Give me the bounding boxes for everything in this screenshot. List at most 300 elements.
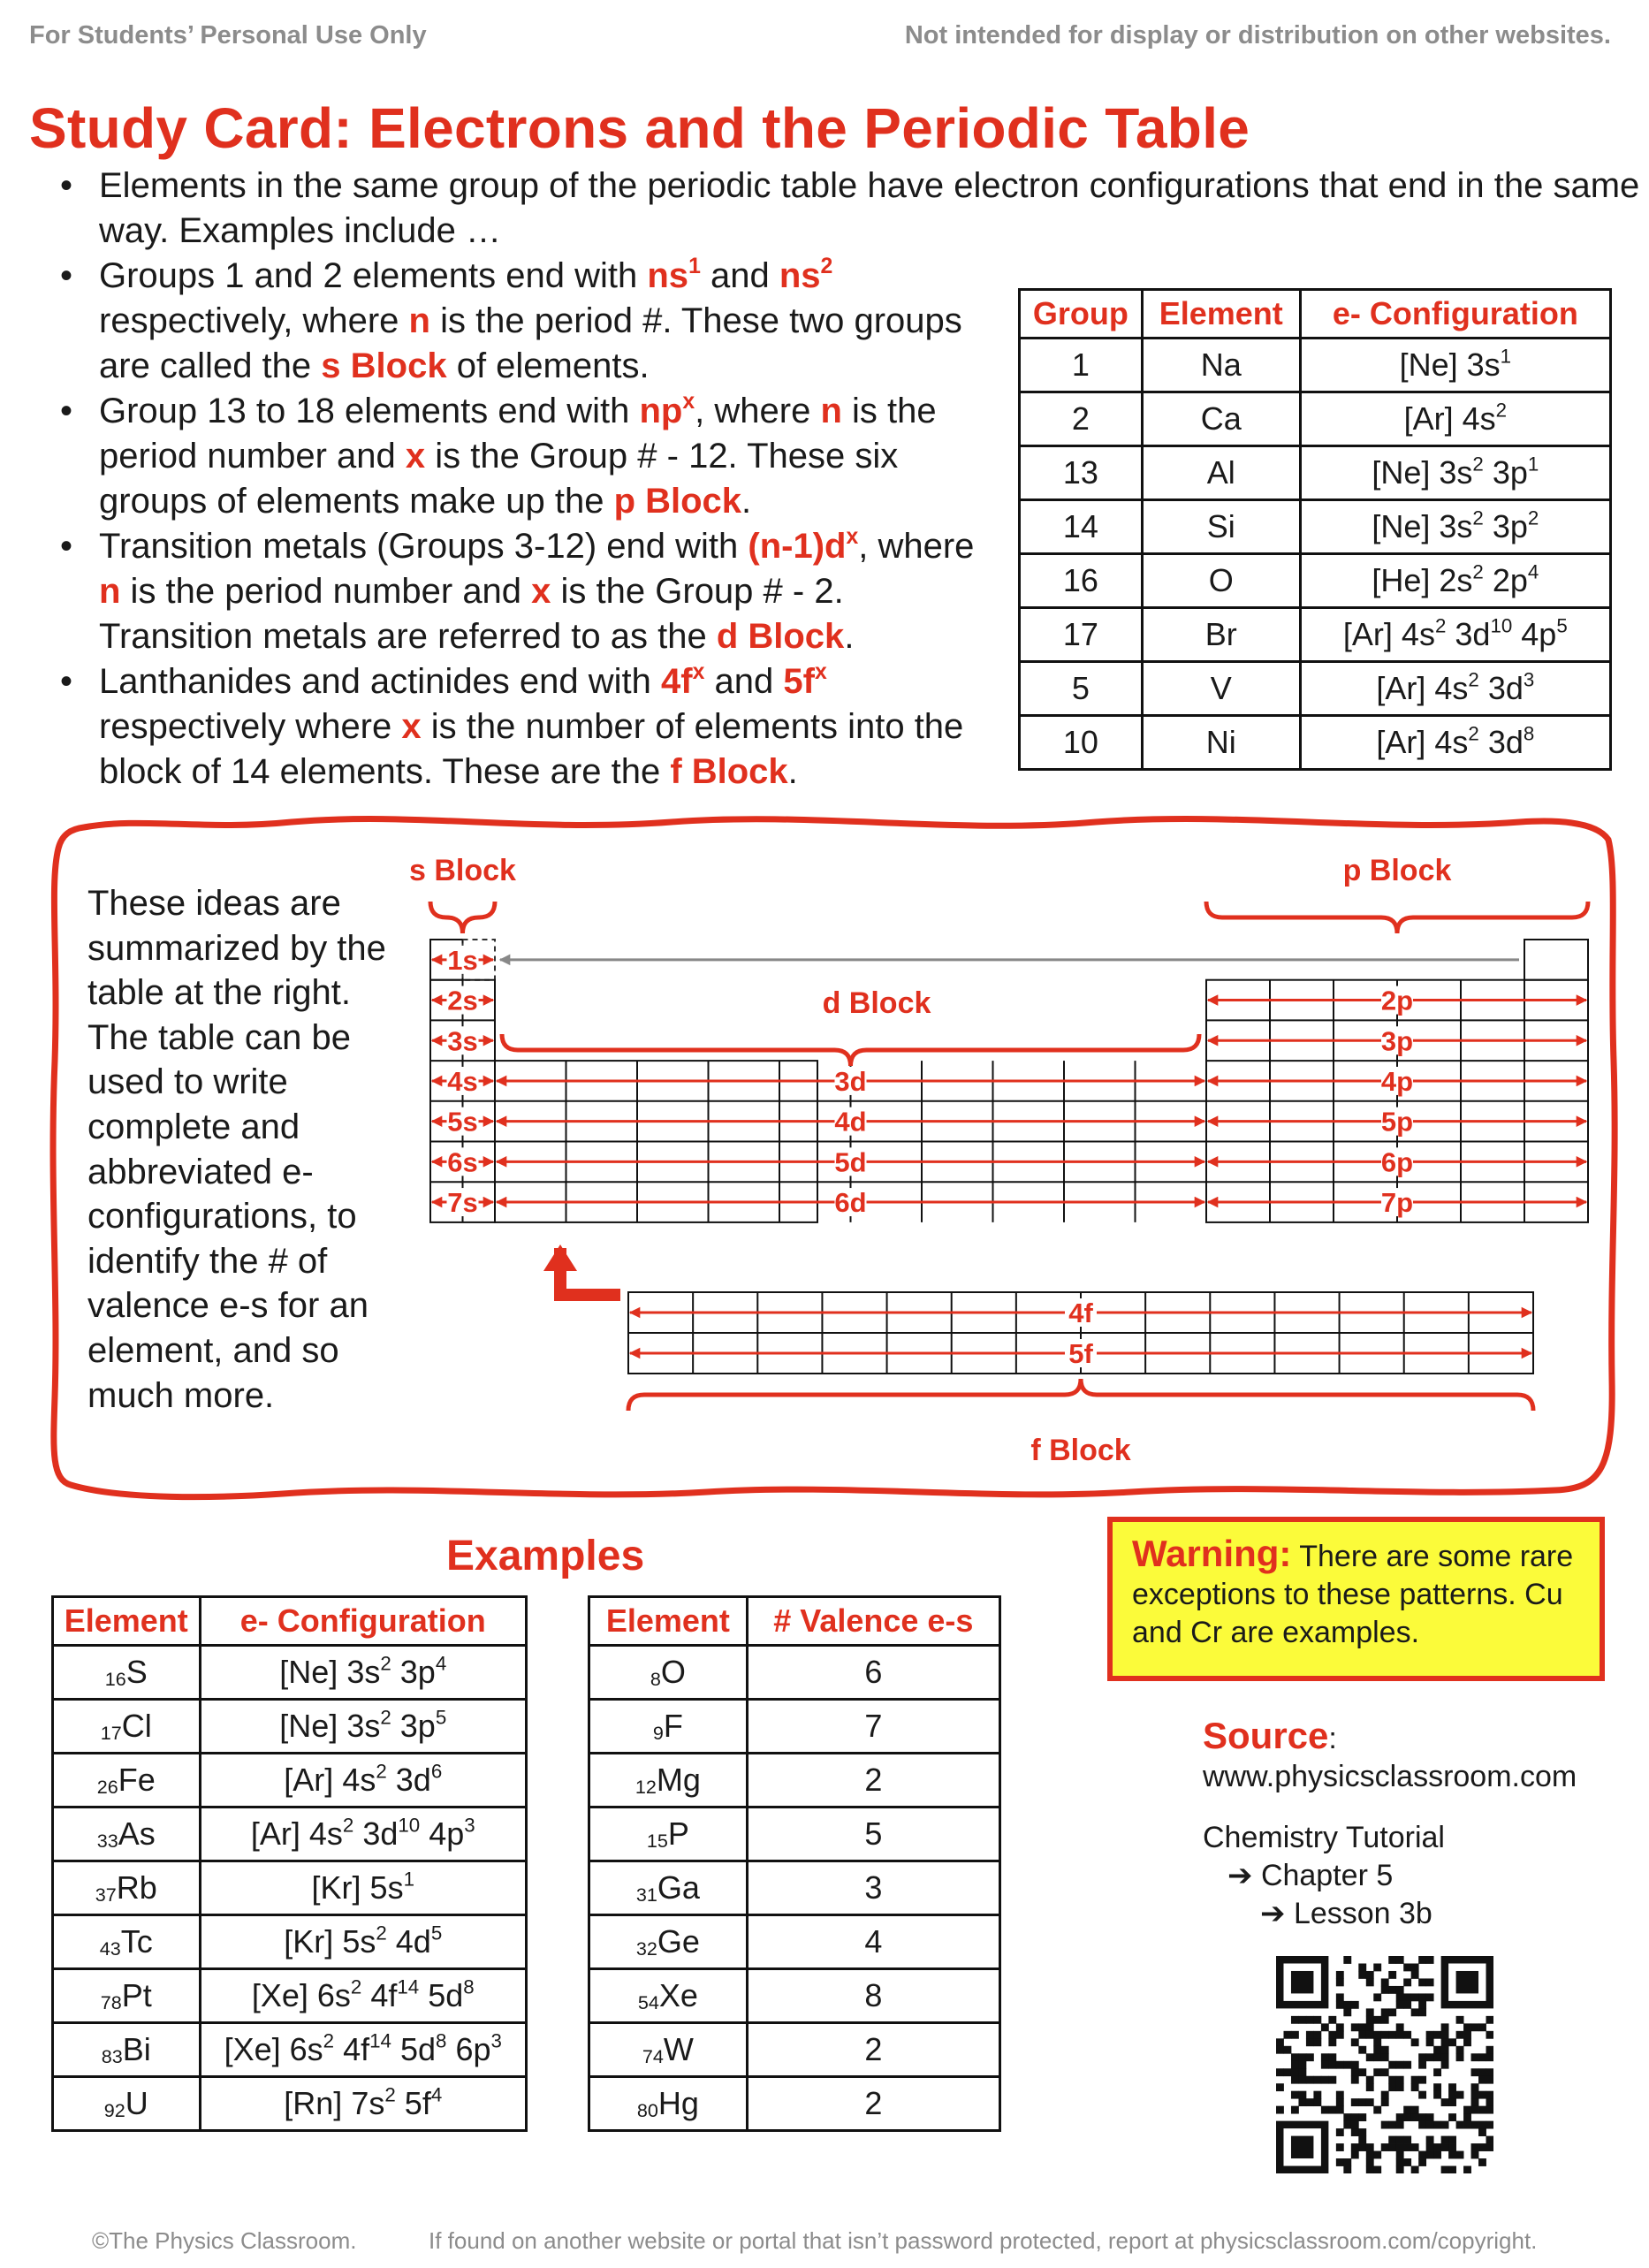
qr-module [1358,2098,1366,2106]
qr-module [1486,2098,1493,2106]
atomic-number: 78 [100,1991,122,2014]
qr-module [1441,2121,1449,2129]
f-block-return-arrow [560,1248,620,1295]
text: Lanthanides and actinides end with [99,662,662,701]
qr-module [1291,2061,1299,2069]
qr-module [1366,2023,1374,2031]
qr-module [1388,1986,1396,1994]
valence-cell: 6 [747,1646,999,1700]
column-header: Element [1142,290,1300,339]
qr-module [1343,2008,1351,2016]
table-row [589,1915,1000,1969]
qr-module [1448,2151,1456,2159]
qr-module [1486,2121,1493,2129]
text: np [639,392,683,430]
qr-module [1381,2143,1389,2151]
s-block-brace [430,902,495,933]
element-symbol: Ge [657,1922,700,1960]
element-cell [53,1808,201,1861]
config-cell [200,1861,526,1915]
warning-colon: : [1279,1533,1292,1574]
element-cell [53,2023,201,2077]
superscript: x [682,389,695,414]
electron-count: 2 [380,1652,391,1675]
orbital: 4d [395,1923,431,1960]
qr-module [1426,2053,1434,2061]
element-cell [53,1969,201,2023]
qr-module [1381,2091,1389,2099]
qr-module [1381,2046,1389,2054]
qr-module [1351,2128,1359,2136]
orbital: 2s [1439,562,1473,598]
electron-count: 14 [397,1975,420,1998]
electron-count: 1 [403,1868,414,1891]
qr-module [1463,2023,1471,2031]
table-row [53,1915,527,1969]
text: Groups 1 and 2 elements end with [99,256,648,295]
qr-module [1411,1971,1419,1979]
electron-count: 2 [350,1975,362,1998]
element-symbol: Bi [122,2030,151,2067]
qr-module [1366,2166,1374,2173]
qr-module [1336,2031,1344,2039]
electron-count: 6 [430,1760,443,1783]
highlight: n [820,392,842,430]
text: ns [779,256,821,295]
orbital: 6s [316,1977,351,2013]
element-cell [589,1969,748,2023]
qr-module [1403,2136,1411,2144]
qr-module [1388,2061,1396,2069]
qr-module [1276,2083,1284,2091]
qr-module [1321,2076,1329,2084]
qr-module [1463,2106,1471,2114]
qr-module [1418,2121,1426,2129]
qr-module [1366,2151,1374,2159]
row-1s-label: 1s [447,944,478,976]
text: is the period number and [120,572,532,611]
element-symbol: Cl [121,1707,152,1744]
qr-module [1403,2106,1411,2114]
qr-module [1471,2053,1479,2061]
atomic-number: 83 [101,2045,123,2068]
f-block-label: f Block [1030,1434,1131,1467]
qr-module [1403,2031,1411,2039]
qr-module [1426,2143,1434,2151]
valence-cell: 8 [747,1969,999,2023]
element-symbol: Hg [657,2084,699,2121]
qr-module [1478,2158,1486,2166]
electron-count: 2 [376,1922,387,1945]
electron-count: 5 [435,1706,447,1729]
tutorial-line3 [1203,1895,1445,1933]
qr-module [1426,2113,1434,2121]
qr-module [1463,2113,1471,2121]
qr-module [1373,2166,1381,2173]
config-core: [Kr] [311,1869,361,1906]
config-core: [Xe] [224,2031,281,2067]
element-symbol: Mg [656,1761,701,1798]
orbital: 4s [308,1815,343,1852]
qr-module [1418,2008,1426,2016]
qr-module [1351,2068,1359,2076]
orbital: 6p [455,2031,491,2067]
qr-module [1426,2136,1434,2144]
qr-module [1486,2143,1493,2151]
element-cell: Br [1142,608,1300,662]
qr-module [1291,2068,1299,2076]
qr-module [1328,2061,1336,2069]
qr-module [1471,2106,1479,2114]
qr-module [1433,2121,1441,2129]
qr-module [1373,2151,1381,2159]
element-symbol: P [667,1815,689,1852]
orbital: 3d [1487,670,1524,706]
orbital: 3p [399,1654,436,1690]
atomic-number: 16 [104,1668,126,1691]
qr-module [1328,2031,1336,2039]
row-3d-label: 3d [834,1065,867,1097]
table-row [53,2023,527,2077]
qr-module [1388,2121,1396,2129]
qr-module [1403,1963,1411,1971]
orbital: 4f [343,2031,370,2067]
qr-module [1441,2031,1449,2039]
orbital: 4s [342,1762,376,1798]
qr-module [1336,2023,1344,2031]
qr-module [1441,2038,1449,2046]
qr-module [1336,2143,1344,2151]
qr-module [1336,1971,1344,1979]
table-row [589,2023,1000,2077]
qr-module [1336,2061,1344,2069]
qr-module [1298,2061,1306,2069]
group-cell: 16 [1020,554,1143,608]
p-block-label: p Block [1342,854,1452,887]
row-4d-label: 4d [834,1106,867,1138]
qr-module [1396,2151,1404,2159]
qr-module [1471,2151,1479,2159]
orbital: 3s [346,1654,381,1690]
qr-code-icon[interactable] [1276,1956,1493,2173]
qr-module [1403,1993,1411,2001]
qr-module [1396,1993,1404,2001]
qr-module [1373,2016,1381,2024]
electron-count: 2 [1468,668,1479,691]
qr-module [1351,2121,1359,2129]
qr-module [1403,2061,1411,2069]
qr-module [1313,2091,1321,2099]
table-row [589,1969,1000,2023]
qr-module [1403,2113,1411,2121]
valence-cell: 5 [747,1808,999,1861]
qr-module [1396,2001,1404,2009]
qr-module [1313,2016,1321,2024]
text: . [787,752,798,791]
qr-module [1358,2128,1366,2136]
electron-count: 2 [342,1814,354,1837]
config-cell [200,2077,526,2131]
element-cell [589,1646,748,1700]
examples-valence-table [588,1595,1001,2132]
qr-module [1396,2023,1404,2031]
qr-finder-core [1291,2136,1313,2158]
qr-module [1486,2136,1493,2144]
text: 4f [661,662,693,701]
qr-module [1298,2068,1306,2076]
qr-module [1463,2038,1471,2046]
qr-module [1291,2016,1299,2024]
qr-module [1313,2031,1321,2039]
config-cell [200,1969,526,2023]
qr-module [1433,2143,1441,2151]
qr-module [1388,1956,1396,1964]
qr-module [1478,2128,1486,2136]
atomic-number: 43 [99,1937,121,1960]
tutorial-line1: Chemistry Tutorial [1203,1821,1445,1854]
qr-module [1388,2136,1396,2144]
table-header-row [53,1597,527,1646]
orbital: 3s [1439,508,1473,544]
orbital: 6s [289,2031,323,2067]
text: . [844,617,855,656]
table-row [53,2077,527,2131]
highlight: x [405,437,426,476]
qr-module [1418,2061,1426,2069]
qr-module [1441,2061,1449,2069]
valence-cell: 2 [747,2077,999,2131]
qr-module [1478,2121,1486,2129]
atomic-number: 17 [100,1722,122,1745]
qr-module [1336,2091,1344,2099]
qr-module [1471,2098,1479,2106]
orbital: 4s [1401,616,1435,652]
electron-count: 2 [1472,453,1484,476]
qr-module [1471,2143,1479,2151]
orbital: 5f [404,2085,431,2121]
examples-config-table [51,1595,528,2132]
element-symbol: Ga [657,1868,700,1906]
warning-text: There are some rare exceptions to these patterns. Cu and Cr are examples. [1132,1540,1574,1649]
qr-module [1343,2061,1351,2069]
element-cell [53,1754,201,1808]
qr-module [1381,2008,1389,2016]
qr-module [1448,2091,1456,2099]
orbital: 3p [1492,454,1528,491]
qr-module [1373,2046,1381,2054]
cell-helium [1524,940,1588,980]
source-url[interactable]: www.physicsclassroom.com [1203,1760,1577,1793]
column-header: e- Configuration [1300,290,1610,339]
electron-count: 4 [1527,560,1539,583]
electron-count: 2 [1495,399,1508,422]
atomic-number: 32 [635,1937,657,1960]
qr-module [1336,1993,1344,2001]
electron-count: 3 [464,1814,475,1837]
qr-module [1396,2166,1404,2173]
qr-module [1418,1993,1426,2001]
qr-module [1471,2068,1479,2076]
valence-cell: 4 [747,1915,999,1969]
element-symbol: W [663,2030,694,2067]
qr-module [1351,2098,1359,2106]
qr-module [1418,2158,1426,2166]
qr-module [1328,2016,1336,2024]
qr-module [1433,2046,1441,2054]
electron-count: 4 [435,1652,447,1675]
qr-module [1403,1978,1411,1986]
qr-module [1298,2016,1306,2024]
qr-module [1426,1956,1434,1964]
text: is the number of elements into the block of 14 elements. These are the [99,707,964,791]
element-symbol: Pt [121,1976,152,2013]
qr-module [1358,2143,1366,2151]
qr-module [1411,1963,1419,1971]
qr-module [1381,2031,1389,2039]
qr-module [1411,2106,1419,2114]
qr-module [1306,2031,1314,2039]
atomic-number: 8 [650,1668,661,1691]
qr-finder-core [1456,1971,1478,1993]
config-core: [Ne] [1372,454,1431,491]
qr-module [1411,2008,1419,2016]
element-symbol: Rb [116,1868,157,1906]
row-4s-label: 4s [447,1065,478,1097]
electron-count: 8 [436,2029,447,2052]
text: Group 13 to 18 elements end with [99,392,640,430]
text: , where [858,527,975,566]
atomic-number: 33 [96,1830,118,1853]
qr-module [1396,2158,1404,2166]
qr-module [1396,2083,1404,2091]
orbital: 5d [399,2031,437,2067]
electron-count: 1 [1500,345,1512,368]
orbital: 4s [1434,670,1469,706]
qr-module [1321,2053,1329,2061]
qr-module [1306,2016,1314,2024]
qr-module [1366,2016,1374,2024]
tutorial-line2 [1203,1857,1445,1895]
table-row [53,1969,527,2023]
qr-module [1351,2113,1359,2121]
qr-module [1441,2023,1449,2031]
superscript: 1 [688,254,701,278]
qr-module [1411,2083,1419,2091]
qr-module [1486,2046,1493,2054]
qr-module [1373,2068,1381,2076]
qr-module [1351,2001,1359,2009]
qr-module [1441,2166,1449,2173]
qr-module [1276,2038,1284,2046]
element-symbol: O [660,1653,686,1690]
config-cell [200,1808,526,1861]
qr-module [1351,2061,1359,2069]
superscript: 2 [820,254,833,278]
config-core: [Ar] [284,1762,334,1798]
column-header: # Valence e-s [747,1597,999,1646]
source-colon: : [1328,1722,1337,1755]
qr-module [1418,2151,1426,2159]
qr-module [1396,1986,1404,1994]
qr-module [1343,2121,1351,2129]
qr-module [1328,2038,1336,2046]
config-core: [Ar] [1403,400,1454,437]
qr-module [1358,1963,1366,1971]
qr-module [1471,2121,1479,2129]
row-2p-label: 2p [1380,985,1414,1016]
superscript: x [692,659,705,684]
qr-module [1456,2121,1464,2129]
text: 5f [783,662,815,701]
qr-module [1291,2091,1299,2099]
config-core: [Rn] [284,2085,343,2121]
element-cell [53,1915,201,1969]
qr-module [1478,2023,1486,2031]
qr-module [1358,2113,1366,2121]
qr-module [1336,2106,1344,2114]
atomic-number: 92 [103,2099,125,2122]
qr-module [1456,2091,1464,2099]
f-block-brace [628,1379,1533,1411]
arrow-right-icon: ➔ [1260,1897,1294,1930]
config-core: [Ne] [1399,346,1458,383]
table-row [589,2077,1000,2131]
atomic-number: 12 [635,1776,657,1799]
qr-module [1411,2143,1419,2151]
config-core: [Ar] [1342,616,1393,652]
header-personal-use: For Students’ Personal Use Only [29,21,427,49]
orbital: 3d [362,1815,399,1852]
arrow-right-icon: ➔ [1227,1859,1261,1892]
row-5s-label: 5s [447,1106,478,1138]
table-body [589,1646,1000,2131]
orbital: 2p [1492,562,1528,598]
qr-module [1478,2091,1486,2099]
qr-module [1463,2031,1471,2039]
qr-module [1366,2031,1374,2039]
qr-module [1388,2143,1396,2151]
header-distribution-notice: Not intended for display or distribution on other websites. [904,21,1611,49]
qr-module [1448,2143,1456,2151]
qr-module [1283,2031,1291,2039]
config-core: [Kr] [284,1923,334,1960]
group-cell: 13 [1020,446,1143,500]
qr-module [1486,2106,1493,2114]
config-core: [Ne] [279,1654,338,1690]
qr-module [1403,2001,1411,2009]
atomic-number: 74 [642,2045,664,2068]
element-cell [53,2077,201,2131]
group-cell: 2 [1020,392,1143,446]
config-cell [200,1754,526,1808]
qr-module [1426,2038,1434,2046]
electron-count: 2 [323,2029,335,2052]
d-block-label: d Block [822,986,931,1020]
qr-module [1486,2091,1493,2099]
qr-module [1328,2106,1336,2114]
electron-count: 5 [1556,614,1568,637]
qr-finder-core [1291,1971,1313,1993]
text: respectively where [99,707,402,746]
electron-count: 2 [1527,506,1539,529]
electron-count: 3 [490,2029,502,2052]
qr-module [1343,2166,1351,2173]
qr-module [1396,2076,1404,2084]
valence-cell: 2 [747,2023,999,2077]
qr-module [1358,2136,1366,2144]
intro-text: Elements in the same group of the periodic table have electron configurations that end in the same way. Examples include … [99,166,1640,250]
atomic-number: 31 [635,1884,657,1906]
